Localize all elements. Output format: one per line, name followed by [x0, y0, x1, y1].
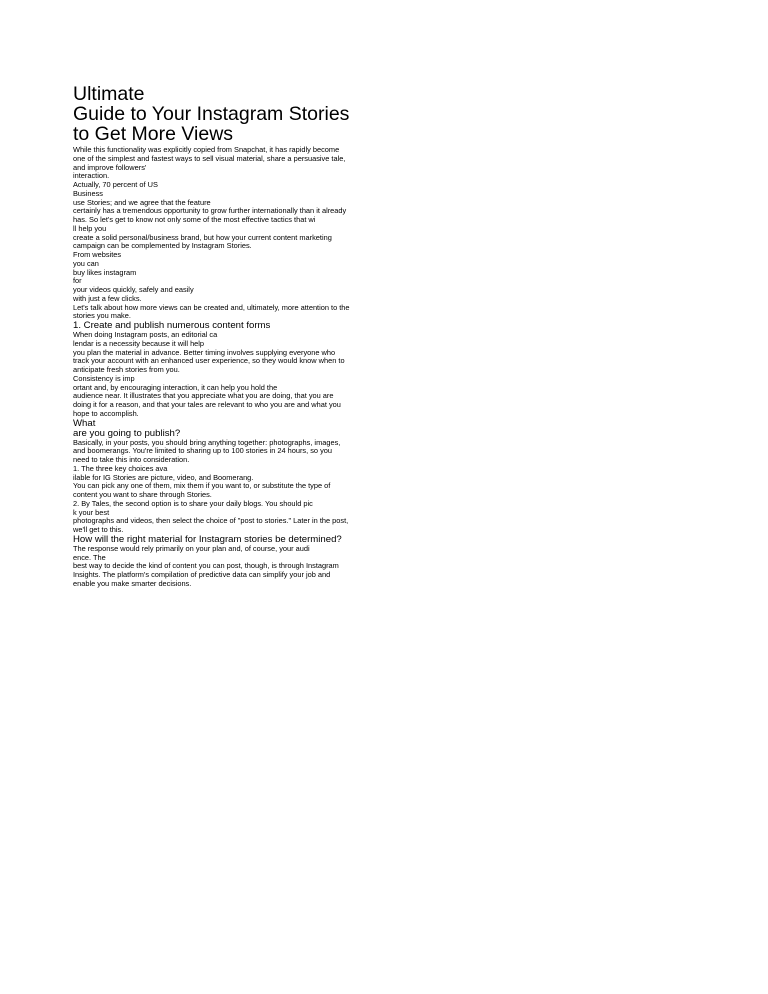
text-line: you can [73, 258, 99, 268]
text-line: and improve followers' [73, 162, 147, 172]
text-line: Basically, in your posts, you should bring anything together: photographs, images, [73, 437, 341, 447]
text-line: hope to accomplish. [73, 408, 139, 418]
heading-line: are you going to publish? [73, 427, 181, 439]
text-line: content you want to share through Stories. [73, 490, 212, 499]
title-line: Ultimate [73, 83, 145, 105]
text-line: interaction. [73, 171, 110, 181]
text-line: Business [73, 188, 103, 198]
text-line: buy likes instagram [73, 267, 137, 277]
text-line: you plan the material in advance. Better timing involves supplying everyone who [73, 347, 336, 357]
text-line: create a solid personal/business brand, but how your current content marketing [73, 232, 332, 242]
paragraph [73, 331, 403, 419]
text-line: with just a few clicks. [73, 293, 142, 303]
title-line: Guide to Your Instagram Stories [73, 103, 350, 125]
text-line: need to take this into consideration. [73, 455, 190, 464]
text-line: You can pick any one of them, mix them if you want to, or substitute the type of [73, 481, 331, 491]
text-line: 1. The three key choices ava [73, 463, 168, 473]
text-line: and boomerangs. You're limited to sharing up to 100 stories in 24 hours, so you [73, 446, 333, 456]
text-line: When doing Instagram posts, an editorial ca [73, 330, 218, 339]
text-line: photographs and videos, then select the choice of "post to stories." Later in the post, [73, 516, 349, 526]
heading-line: What [73, 417, 96, 429]
text-line: 2. By Tales, the second option is to share your daily blogs. You should pic [73, 498, 313, 508]
paragraph [73, 439, 403, 535]
article-body [73, 146, 403, 589]
text-line: campaign can be complemented by Instagram Stories. [73, 241, 252, 251]
text-line: we'll get to this. [73, 525, 124, 534]
text-line: ortant and, by encouraging interaction, it can help you hold the [73, 382, 278, 392]
text-line: Let's talk about how more views can be created and, ultimately, more attention to the [73, 302, 350, 312]
text-line: one of the simplest and fastest ways to sell visual material, share a persuasive tale, [73, 153, 346, 163]
text-line: The response would rely primarily on your plan and, of course, your audi [73, 543, 310, 553]
text-line: ll help you [73, 223, 107, 233]
text-line: ence. The [73, 552, 106, 562]
text-line: certainly has a tremendous opportunity to grow further internationally than it already [73, 206, 347, 216]
heading-line: 1. Create and publish numerous content forms [73, 320, 271, 331]
text-line: use Stories; and we agree that the feature [73, 197, 211, 207]
text-line: While this functionality was explicitly copied from Snapchat, it has rapidly become [73, 145, 340, 154]
title-line: to Get More Views [73, 123, 234, 145]
paragraph [73, 146, 403, 321]
text-line: enable you make smarter decisions. [73, 578, 192, 588]
paragraph [73, 545, 403, 589]
text-line: audience near. It illustrates that you appreciate what you are doing, that you are [73, 391, 334, 401]
text-line: Consistency is imp [73, 373, 135, 383]
text-line: From websites [73, 250, 122, 259]
text-line: lendar is a necessity because it will help [73, 338, 205, 348]
text-line: doing it for a reason, and that your tales are relevant to who you are and what you [73, 400, 341, 409]
heading-line: How will the right material for Instagram stories be determined? [73, 533, 342, 545]
text-line: Actually, 70 percent of US [73, 180, 158, 189]
text-line: anticipate fresh stories from you. [73, 365, 180, 374]
text-line: k your best [73, 507, 110, 517]
article-title [73, 84, 403, 144]
text-line: track your account with an enhanced user experience, so they would know when to [73, 356, 345, 366]
section-heading [73, 419, 403, 439]
text-line: has. So let's get to know not only some of the most effective tactics that wi [73, 215, 316, 224]
text-line: Insights. The platform's compilation of predictive data can simplify your job and [73, 570, 331, 579]
document-page [73, 84, 403, 589]
text-line: ilable for IG Stories are picture, video, and Boomerang. [73, 472, 254, 482]
text-line: stories you make. [73, 311, 131, 321]
text-line: best way to decide the kind of content you can post, though, is through Instagram [73, 561, 339, 571]
text-line: for [73, 276, 82, 286]
text-line: your videos quickly, safely and easily [73, 285, 194, 294]
